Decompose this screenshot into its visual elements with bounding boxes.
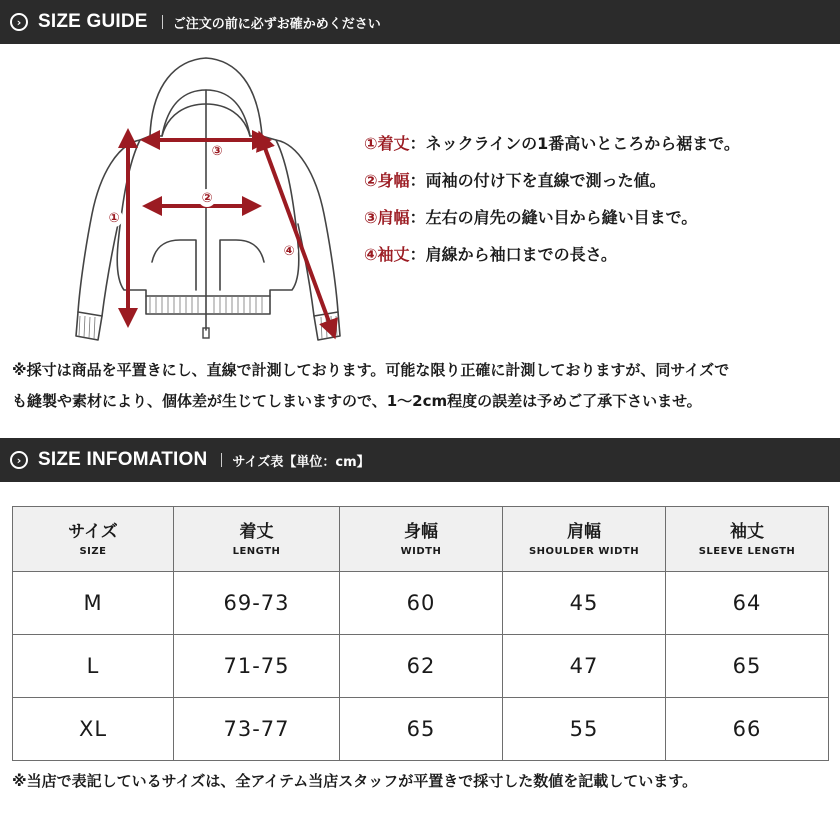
table-row <box>13 635 829 698</box>
chevron-right-circle-icon: › <box>10 13 28 31</box>
table-cell: 65 <box>666 635 829 698</box>
marker-sleeve: ④ <box>283 244 295 259</box>
table-cell: 71-75 <box>174 635 340 698</box>
table-cell: L <box>13 635 174 698</box>
guide-label: ③肩幅 <box>364 208 410 227</box>
size-info-subtitle: サイズ表【単位：cm】 <box>232 454 370 470</box>
guide-description: ：両袖の付け下を直線で測った値。 <box>409 171 666 190</box>
guide-label: ①着丈 <box>364 134 410 153</box>
measurement-guide-list <box>364 124 740 272</box>
guide-item-length <box>364 124 740 161</box>
guide-description: ：肩線から袖口までの長さ。 <box>409 245 617 264</box>
header-divider <box>162 15 163 29</box>
table-cell: 47 <box>503 635 666 698</box>
column-header-shoulder: 肩幅 SHOULDER WIDTH <box>503 507 666 572</box>
size-guide-header <box>0 0 840 44</box>
table-footnote: ※当店で表記しているサイズは、全アイテム当店スタッフが平置きで採寸した数値を記載しています。 <box>12 772 698 790</box>
table-cell: 66 <box>666 698 829 761</box>
guide-label: ④袖丈 <box>364 245 410 264</box>
table-cell: 45 <box>503 572 666 635</box>
guide-description: ：ネックラインの1番高いところから裾まで。 <box>409 134 740 153</box>
table-cell: XL <box>13 698 174 761</box>
table-header-row <box>13 507 829 572</box>
header-divider <box>221 453 222 467</box>
measurement-note <box>12 355 834 417</box>
chevron-right-circle-icon: › <box>10 451 28 469</box>
size-info-title: SIZE INFOMATION <box>38 449 208 470</box>
column-header-width: 身幅 WIDTH <box>340 507 503 572</box>
note-line: も縫製や素材により、個体差が生じてしまいますので、1〜2cm程度の誤差は予めご了承下さいませ。 <box>12 392 702 410</box>
guide-item-shoulder <box>364 198 740 235</box>
table-cell: 69-73 <box>174 572 340 635</box>
size-guide-subtitle: ご注文の前に必ずお確かめください <box>172 16 381 32</box>
guide-item-sleeve <box>364 235 740 272</box>
hoodie-diagram <box>0 44 360 354</box>
size-table <box>12 506 829 761</box>
table-cell: 62 <box>340 635 503 698</box>
table-row <box>13 572 829 635</box>
table-cell: 55 <box>503 698 666 761</box>
marker-width: ② <box>201 191 213 206</box>
marker-length: ① <box>108 211 120 226</box>
size-guide-title: SIZE GUIDE <box>38 11 148 32</box>
table-cell: M <box>13 572 174 635</box>
table-cell: 64 <box>666 572 829 635</box>
table-cell: 65 <box>340 698 503 761</box>
guide-description: ：左右の肩先の縫い目から縫い目まで。 <box>409 208 698 227</box>
column-header-sleeve: 袖丈 SLEEVE LENGTH <box>666 507 829 572</box>
marker-shoulder: ③ <box>211 144 223 159</box>
column-header-size: サイズ SIZE <box>13 507 174 572</box>
table-row <box>13 698 829 761</box>
column-header-length: 着丈 LENGTH <box>174 507 340 572</box>
size-info-header <box>0 438 840 482</box>
guide-label: ②身幅 <box>364 171 410 190</box>
table-cell: 73-77 <box>174 698 340 761</box>
guide-item-width <box>364 161 740 198</box>
table-cell: 60 <box>340 572 503 635</box>
note-line: ※採寸は商品を平置きにし、直線で計測しております。可能な限り正確に計測しておりますが、同サイズで <box>12 361 730 379</box>
